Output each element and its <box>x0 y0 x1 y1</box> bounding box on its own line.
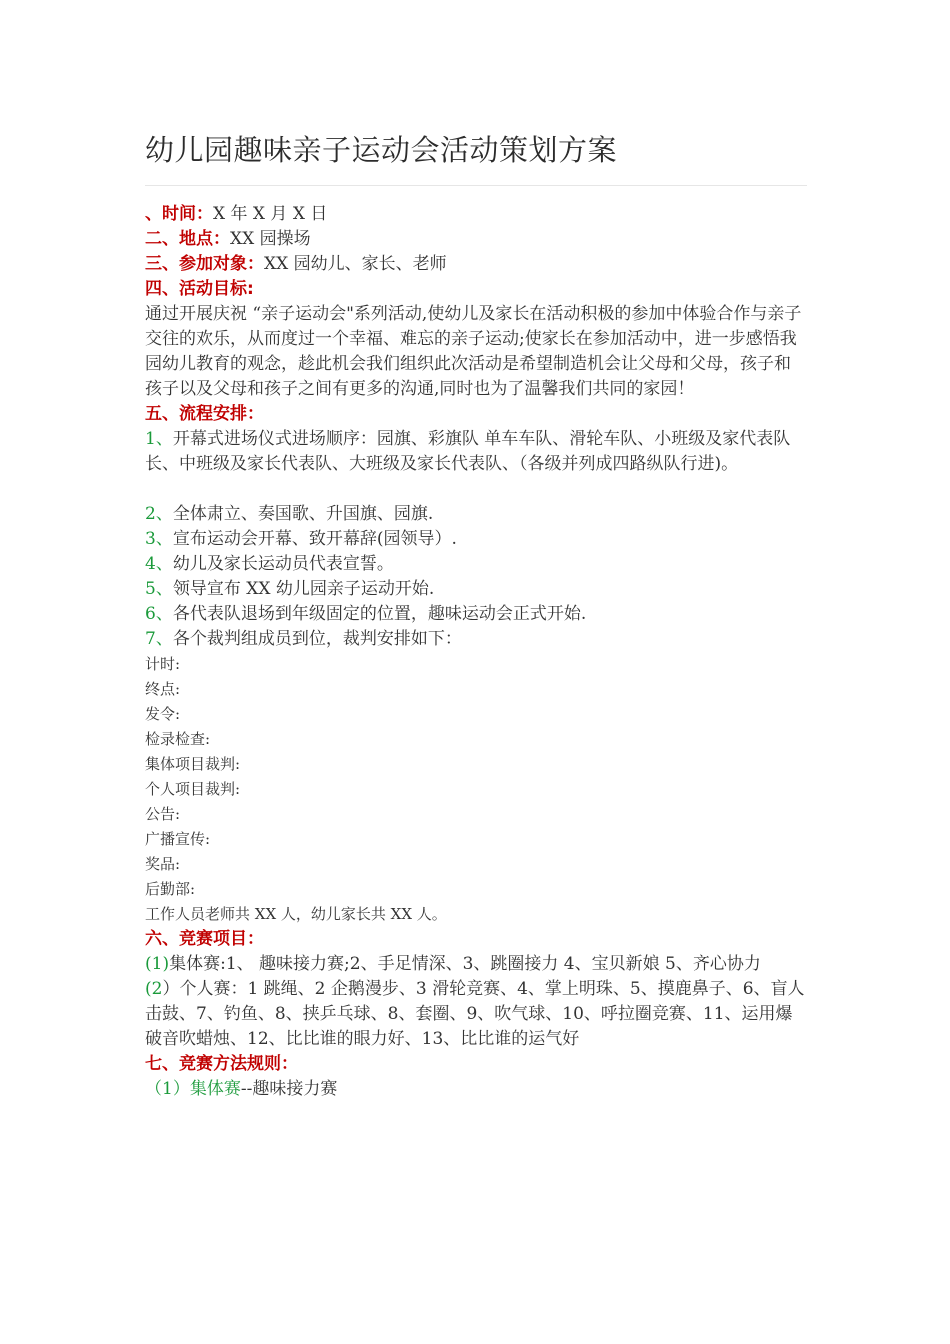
flow-item-number: 3、 <box>145 529 173 549</box>
participants-label: 三、参加对象： <box>145 254 264 274</box>
rules-first-item <box>145 1077 810 1102</box>
judge-prizes: 奖品: <box>145 855 181 873</box>
flow-heading-line <box>145 402 810 427</box>
place-line <box>145 227 810 252</box>
place-label: 二、地点： <box>145 229 230 249</box>
time-line <box>145 202 810 227</box>
judge-timing: 计时: <box>145 655 181 673</box>
flow-item-4 <box>145 552 810 577</box>
flow-item-1 <box>145 427 805 477</box>
rules-first-prefix: （1）集体赛 <box>145 1079 241 1099</box>
rules-heading-line <box>145 1052 810 1077</box>
page-title: 幼儿园趣味亲子运动会活动策划方案 <box>145 133 618 167</box>
flow-item-text: 各代表队退场到年级固定的位置，趣味运动会正式开始. <box>172 604 587 624</box>
judge-starter: 发令: <box>145 705 181 723</box>
group-events-text: 集体赛:1、 趣味接力赛;2、手足情深、3、跳圈接力 4、宝贝新娘 5、齐心协力 <box>169 954 761 974</box>
staff-count-text: 工作人员老师共 XX 人，幼儿家长共 XX 人。 <box>145 905 447 923</box>
flow-item-text: 开幕式进场仪式进场顺序：园旗、彩旗队 单车车队、滑轮车队、小班级及家代表队长、中班级及家长代表队、大班级及家长代表队、（各级并列成四路纵队行进)。 <box>145 429 791 474</box>
flow-item-text: 幼儿及家长运动员代表宣誓。 <box>172 554 394 574</box>
goal-paragraph: 通过开展庆祝 “亲子运动会"系列活动,使幼儿及家长在活动积极的参加中体验合作与亲子交往的欢乐，从而度过一个幸福、难忘的亲子运动;使家长在参加活动中，进一步感悟我园幼儿教育的观念，趁此机会我们组织此次活动是希望制造机会让父母和父母，孩子和孩子以及父母和孩子之间有更多的沟通,同时也为了温馨我们共同的家园！ <box>145 304 802 399</box>
flow-item-number: 7、 <box>145 629 173 649</box>
goal-heading-line <box>145 277 810 302</box>
flow-item-number: 2、 <box>145 504 173 524</box>
individual-events-text: ）个人赛：1 跳绳、2 企鹅漫步、3 滑轮竞赛、4、掌上明珠、5、摸鹿鼻子、6、盲人击鼓、7、钓鱼、8、挟乒乓球、8、套圈、9、吹气球、10、呼拉圈竞赛、11、运用爆破音吹蜡烛、12、比比谁的眼力好、13、比比谁的运气好 <box>145 979 805 1049</box>
flow-item-3 <box>145 527 810 552</box>
document-body <box>145 202 810 1102</box>
flow-item-7 <box>145 627 810 652</box>
goal-label: 四、活动目标: <box>145 279 254 299</box>
judge-logistics: 后勤部: <box>145 880 196 898</box>
judge-individual-events: 个人项目裁判: <box>145 780 241 798</box>
participants-value: XX 园幼儿、家长、老师 <box>264 254 447 274</box>
group-events-number: (1) <box>145 954 170 974</box>
rules-label: 七、竞赛方法规则： <box>145 1054 298 1074</box>
judge-broadcast: 广播宣传: <box>145 830 211 848</box>
flow-item-text: 领导宣布 XX 幼儿园亲子运动开始. <box>172 579 435 599</box>
events-heading-line <box>145 927 810 952</box>
flow-item-number: 4、 <box>145 554 173 574</box>
title-divider <box>145 185 807 186</box>
flow-label: 五、流程安排： <box>145 404 264 424</box>
time-label: 、时间： <box>145 204 213 224</box>
judge-announcement: 公告: <box>145 805 181 823</box>
judge-group-events: 集体项目裁判: <box>145 755 241 773</box>
blank-line <box>145 477 810 502</box>
judge-checkin: 检录检查: <box>145 730 211 748</box>
flow-item-5 <box>145 577 810 602</box>
time-value: X 年 X 月 X 日 <box>213 204 328 224</box>
flow-item-2 <box>145 502 810 527</box>
rules-first-suffix: --趣味接力赛 <box>240 1079 338 1099</box>
flow-item-number: 5、 <box>145 579 173 599</box>
flow-item-number: 1、 <box>145 429 173 449</box>
flow-item-6 <box>145 602 810 627</box>
events-label: 六、竞赛项目： <box>145 929 264 949</box>
flow-item-text: 宣布运动会开幕、致开幕辞(园领导）. <box>172 529 457 549</box>
group-events-paragraph <box>145 952 805 977</box>
place-value: XX 园操场 <box>230 229 311 249</box>
individual-events-number: (2 <box>145 979 163 999</box>
individual-events-paragraph <box>145 977 805 1052</box>
flow-item-text: 全体肃立、奏国歌、升国旗、园旗. <box>172 504 434 524</box>
participants-line <box>145 252 810 277</box>
judge-finish: 终点: <box>145 680 181 698</box>
flow-item-number: 6、 <box>145 604 173 624</box>
flow-item-text: 各个裁判组成员到位，裁判安排如下： <box>172 629 462 649</box>
